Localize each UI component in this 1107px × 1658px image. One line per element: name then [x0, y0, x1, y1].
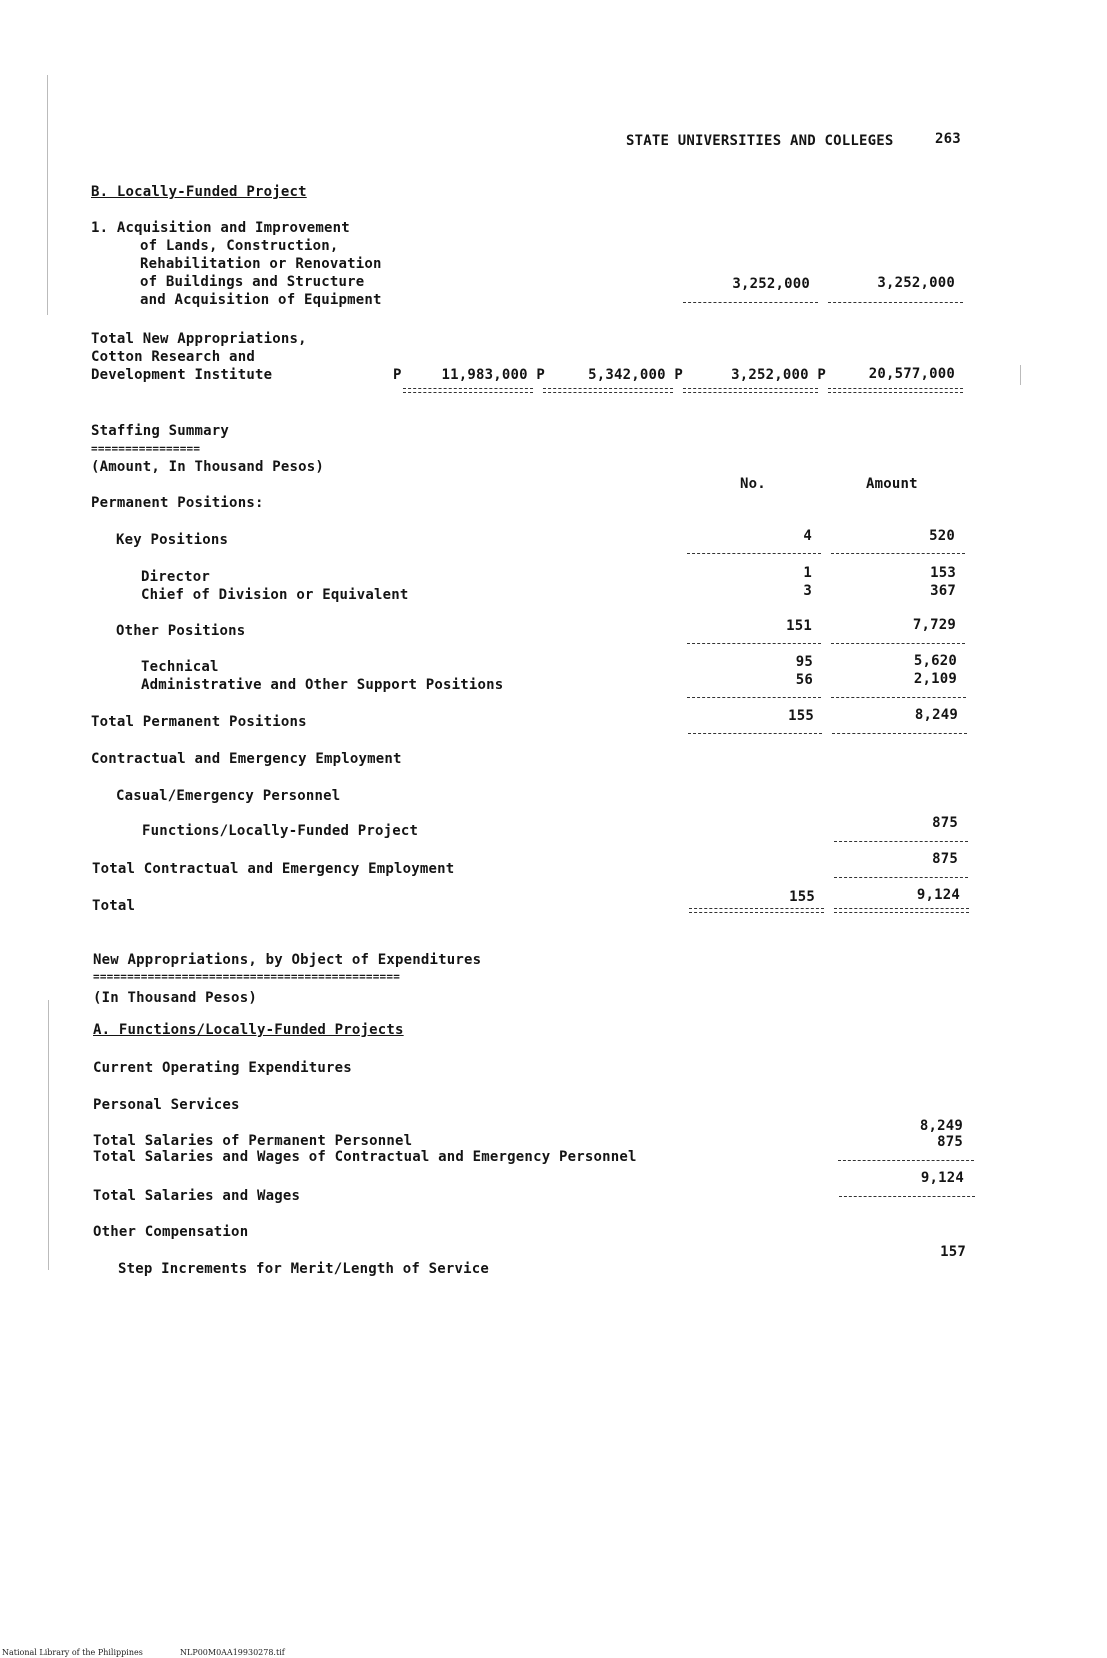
- chief-amount: 367: [930, 583, 956, 599]
- salaries-contractual-label: Total Salaries and Wages of Contractual and Emergency Personnel: [93, 1149, 637, 1165]
- permanent-positions-label: Permanent Positions:: [91, 495, 264, 511]
- step-increments-amount: 157: [940, 1244, 966, 1260]
- total-no: 155: [789, 889, 815, 905]
- subtotal-rule: [834, 877, 968, 878]
- contractual-label: Contractual and Emergency Employment: [91, 751, 402, 767]
- director-amount: 153: [930, 565, 956, 581]
- step-increments-label: Step Increments for Merit/Length of Service: [118, 1261, 490, 1277]
- current-operating-label: Current Operating Expenditures: [93, 1060, 352, 1076]
- total-permanent-label: Total Permanent Positions: [91, 714, 307, 730]
- subtotal-rule: [687, 643, 821, 644]
- double-rule: [689, 908, 824, 913]
- salaries-permanent-amount: 8,249: [919, 1118, 963, 1134]
- total-appropriations-col3: 3,252,000 P: [731, 367, 826, 383]
- scan-margin-mark: [47, 75, 48, 315]
- staffing-units: (Amount, In Thousand Pesos): [91, 459, 324, 475]
- technical-amount: 5,620: [913, 653, 957, 669]
- key-positions-label: Key Positions: [116, 532, 229, 548]
- admin-no: 56: [795, 672, 813, 688]
- total-contractual-amount: 875: [932, 851, 958, 867]
- other-positions-no: 151: [786, 618, 812, 634]
- double-rule: [834, 908, 969, 913]
- subtotal-rule: [831, 697, 966, 698]
- technical-label: Technical: [141, 659, 219, 675]
- total-appropriations-line: Total New Appropriations,: [91, 331, 307, 347]
- subtotal-rule: [831, 643, 965, 644]
- subtotal-rule: [839, 1196, 975, 1197]
- column-header-no: No.: [740, 476, 766, 492]
- total-salaries-label: Total Salaries and Wages: [93, 1188, 301, 1204]
- total-appropriations-col2: 5,342,000 P: [588, 367, 683, 383]
- item1-line: Rehabilitation or Renovation: [140, 256, 382, 272]
- double-rule: [683, 388, 818, 393]
- footer-file: NLP00M0AA19930278.tif: [180, 1648, 285, 1657]
- total-appropriations-p: P: [393, 367, 402, 383]
- section-a-title: A. Functions/Locally-Funded Projects: [93, 1022, 404, 1038]
- item1-line: and Acquisition of Equipment: [140, 292, 382, 308]
- total-label: Total: [92, 898, 136, 914]
- double-rule: [543, 388, 673, 393]
- section-b-title: B. Locally-Funded Project: [91, 184, 307, 200]
- total-appropriations-line: Cotton Research and: [91, 349, 255, 365]
- subtotal-rule: [838, 1160, 974, 1161]
- item1-rule: [683, 302, 818, 303]
- salaries-contractual-amount: 875: [937, 1134, 963, 1150]
- subtotal-rule: [832, 733, 967, 734]
- subtotal-rule: [687, 697, 821, 698]
- total-salaries-amount: 9,124: [920, 1170, 964, 1186]
- admin-label: Administrative and Other Support Positions: [141, 677, 504, 693]
- technical-no: 95: [795, 654, 813, 670]
- personal-services-label: Personal Services: [93, 1097, 240, 1113]
- director-label: Director: [141, 569, 211, 585]
- other-positions-label: Other Positions: [116, 623, 246, 639]
- total-appropriations-total: 20,577,000: [868, 366, 955, 382]
- staffing-title-underline: ================: [91, 442, 201, 455]
- staffing-title: Staffing Summary: [91, 423, 230, 439]
- appropriations-title-underline: =============================================: [93, 970, 401, 983]
- other-compensation-label: Other Compensation: [93, 1224, 249, 1240]
- casual-label: Casual/Emergency Personnel: [116, 788, 341, 804]
- double-rule: [403, 388, 533, 393]
- item1-total: 3,252,000: [877, 275, 955, 291]
- subtotal-rule: [688, 733, 822, 734]
- item1-line: of Lands, Construction,: [140, 238, 339, 254]
- total-appropriations-col1: 11,983,000 P: [441, 367, 545, 383]
- total-appropriations-line: Development Institute: [91, 367, 273, 383]
- key-positions-no: 4: [803, 528, 812, 544]
- double-rule: [828, 388, 963, 393]
- column-header-amount: Amount: [866, 476, 918, 492]
- other-positions-amount: 7,729: [912, 617, 956, 633]
- functions-label: Functions/Locally-Funded Project: [142, 823, 419, 839]
- total-contractual-label: Total Contractual and Emergency Employment: [92, 861, 455, 877]
- page-number: 263: [935, 131, 961, 147]
- chief-label: Chief of Division or Equivalent: [141, 587, 409, 603]
- item1-line: of Buildings and Structure: [140, 274, 365, 290]
- item1-line: 1. Acquisition and Improvement: [91, 220, 350, 236]
- appropriations-title: New Appropriations, by Object of Expenditures: [93, 952, 482, 968]
- director-no: 1: [803, 565, 812, 581]
- running-title: STATE UNIVERSITIES AND COLLEGES: [626, 133, 894, 149]
- subtotal-rule: [834, 841, 968, 842]
- item1-rule: [828, 302, 963, 303]
- scan-margin-mark: [1020, 365, 1021, 385]
- admin-amount: 2,109: [913, 671, 957, 687]
- key-positions-amount: 520: [929, 528, 955, 544]
- footer-library: National Library of the Philippines: [2, 1648, 143, 1657]
- scan-margin-mark: [48, 1000, 49, 1270]
- chief-no: 3: [803, 583, 812, 599]
- functions-amount: 875: [932, 815, 958, 831]
- total-permanent-no: 155: [788, 708, 814, 724]
- total-permanent-amount: 8,249: [914, 707, 958, 723]
- subtotal-rule: [687, 553, 821, 554]
- appropriations-units: (In Thousand Pesos): [93, 990, 257, 1006]
- subtotal-rule: [831, 553, 965, 554]
- total-amount: 9,124: [916, 887, 960, 903]
- item1-col3: 3,252,000: [732, 276, 810, 292]
- salaries-permanent-label: Total Salaries of Permanent Personnel: [93, 1133, 413, 1149]
